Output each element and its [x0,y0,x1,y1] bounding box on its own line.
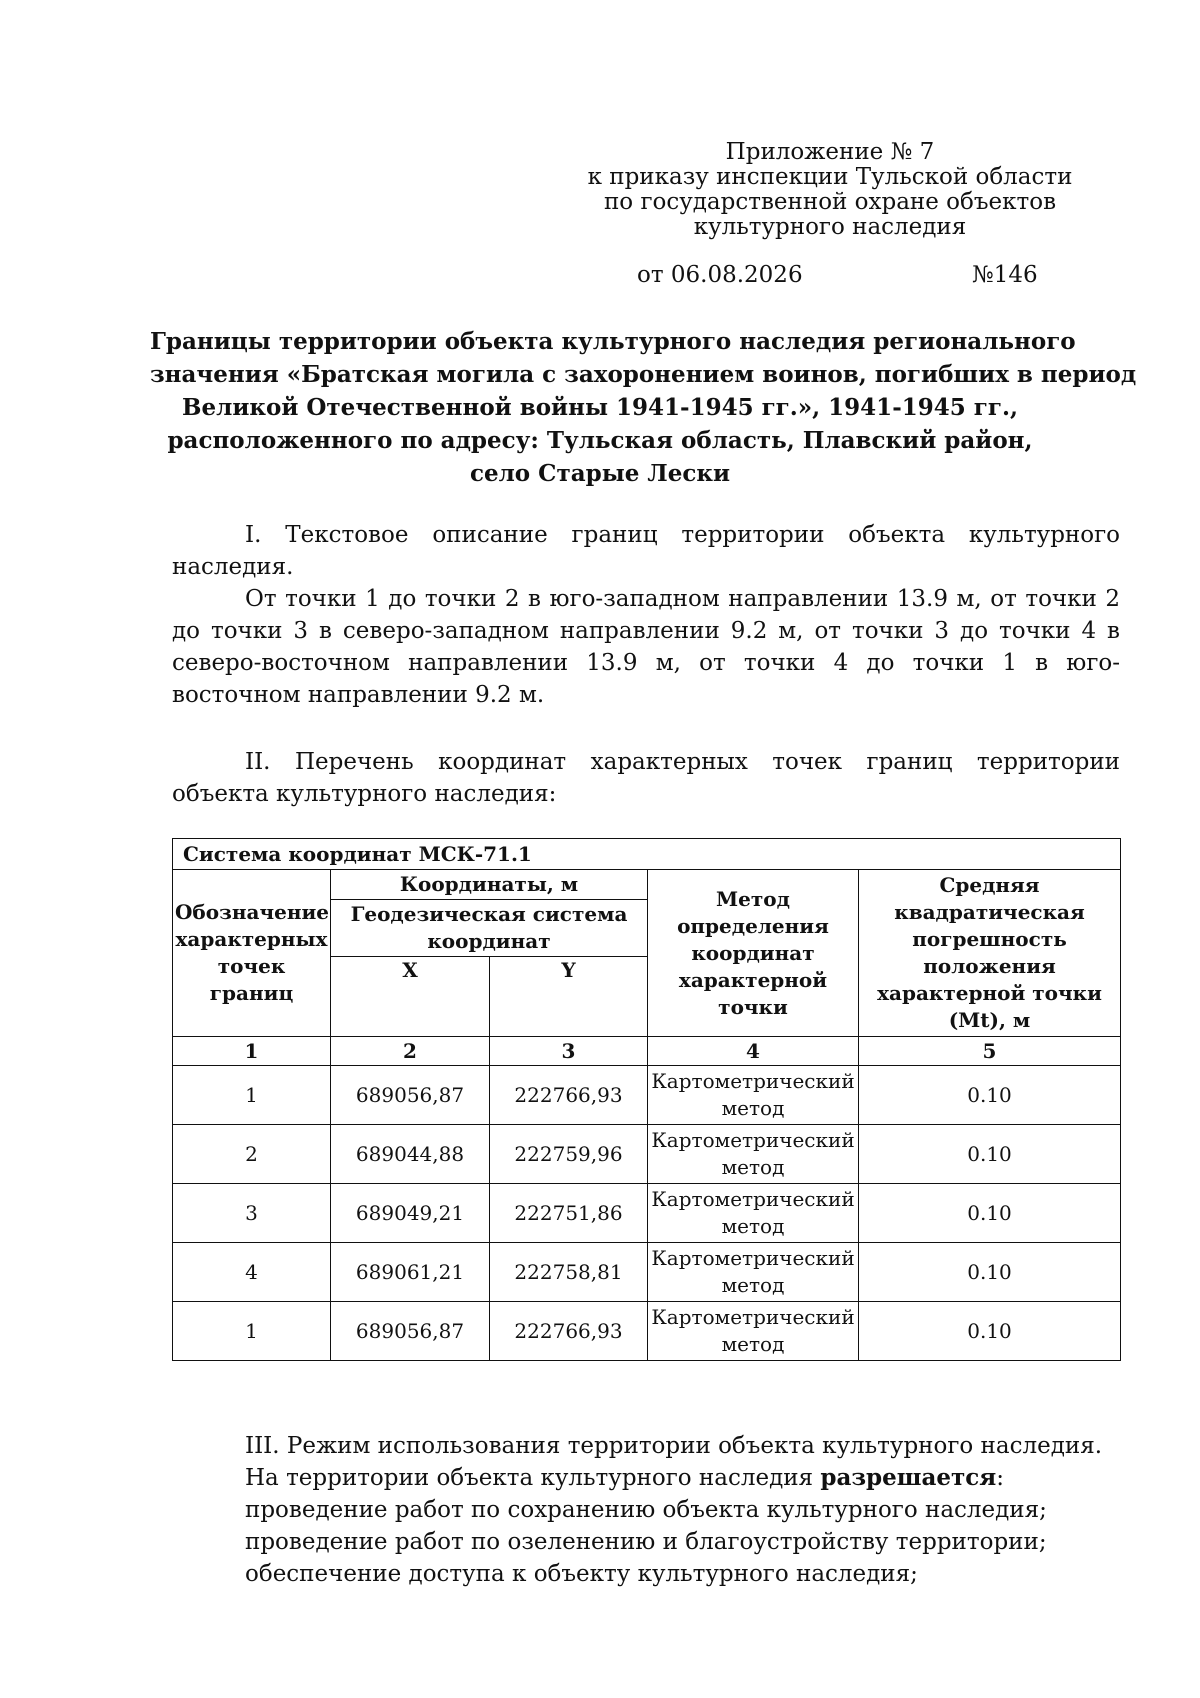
header-x: X [331,957,490,1037]
error-cell: 0.10 [859,1066,1121,1125]
header-point: Обозначение характерных точек границ [173,870,331,1037]
method-cell: Картометрический метод [648,1302,859,1361]
column-number: 4 [648,1037,859,1066]
y-cell: 222766,93 [490,1302,648,1361]
point-cell: 1 [173,1302,331,1361]
table-row [173,1184,1121,1243]
method-cell: Картометрический метод [648,1243,859,1302]
point-cell: 3 [173,1184,331,1243]
title-line: расположенного по адресу: Тульская область, Плавский район, [167,427,1033,454]
table-row [173,1125,1121,1184]
error-cell: 0.10 [859,1302,1121,1361]
title-line: Великой Отечественной войны 1941-1945 гг.», 1941-1945 гг., [182,394,1018,421]
method-cell: Картометрический метод [648,1066,859,1125]
table-row [173,1066,1121,1125]
y-cell: 222766,93 [490,1066,648,1125]
coordinate-system-cell: Система координат МСК-71.1 [173,839,1121,870]
y-cell: 222751,86 [490,1184,648,1243]
x-cell: 689056,87 [331,1302,490,1361]
section-3-intro [245,1462,1102,1494]
section-1-heading: I. Текстовое описание границ территории объекта культурного наследия. [172,522,1120,580]
title-line: Границы территории объекта культурного наследия регионального [150,328,1076,355]
column-number: 5 [859,1037,1121,1066]
appendix-line: Приложение № 7 [725,139,935,165]
y-cell: 222758,81 [490,1243,648,1302]
method-cell: Картометрический метод [648,1184,859,1243]
x-cell: 689049,21 [331,1184,490,1243]
list-item: обеспечение доступа к объекту культурного наследия; [245,1561,918,1587]
list-item: проведение работ по сохранению объекта культурного наследия; [245,1497,1047,1523]
title-line: село Старые Лески [469,460,731,487]
document-title [150,325,1137,490]
error-cell: 0.10 [859,1184,1121,1243]
point-cell: 4 [173,1243,331,1302]
section-3-heading: III. Режим использования территории объекта культурного наследия. [245,1433,1103,1459]
appendix-header [560,140,1100,240]
column-number: 1 [173,1037,331,1066]
appendix-line: по государственной охране объектов [603,189,1057,215]
section-2 [172,746,1120,810]
method-cell: Картометрический метод [648,1125,859,1184]
header-method: Метод определения координат характерной точки [648,870,859,1037]
appendix-line: к приказу инспекции Тульской области [587,164,1073,190]
x-cell: 689061,21 [331,1243,490,1302]
column-number: 3 [490,1037,648,1066]
header-coords: Координаты, м [331,870,648,900]
list-item: проведение работ по озеленению и благоустройству территории; [245,1529,1047,1555]
section-1 [172,519,1120,711]
title-line: значения «Братская могила с захоронением воинов, погибших в период [150,361,1137,388]
header-geodetic: Геодезическая система координат [331,900,648,957]
y-cell: 222759,96 [490,1125,648,1184]
order-date: от 06.08.2026 [637,262,803,288]
x-cell: 689056,87 [331,1066,490,1125]
intro-bold: разрешается [820,1464,997,1491]
order-number: №146 [972,262,1038,288]
intro-colon: : [996,1465,1005,1491]
error-cell: 0.10 [859,1125,1121,1184]
section-3 [245,1430,1102,1590]
point-cell: 2 [173,1125,331,1184]
section-2-heading: II. Перечень координат характерных точек границ территории объекта культурного наследия: [172,749,1120,807]
error-cell: 0.10 [859,1243,1121,1302]
table-row [173,1302,1121,1361]
intro-text: На территории объекта культурного наследия [245,1465,821,1491]
header-error: Средняя квадратическая погрешность положения характерной точки (Mt), м [859,870,1121,1037]
appendix-line: культурного наследия [693,214,967,240]
point-cell: 1 [173,1066,331,1125]
x-cell: 689044,88 [331,1125,490,1184]
column-number: 2 [331,1037,490,1066]
section-1-body: От точки 1 до точки 2 в юго-западном направлении 13.9 м, от точки 2 до точки 3 в северо-западном направлении 9.2 м, от точки 3 до точки 4 в северо-восточном направлении 13.9 м, от точки 4 до точки 1 в юго-восточном направлении 9.2 м. [172,586,1120,708]
header-y: Y [490,957,648,1037]
table-row [173,1243,1121,1302]
coordinates-table [172,838,1121,1361]
